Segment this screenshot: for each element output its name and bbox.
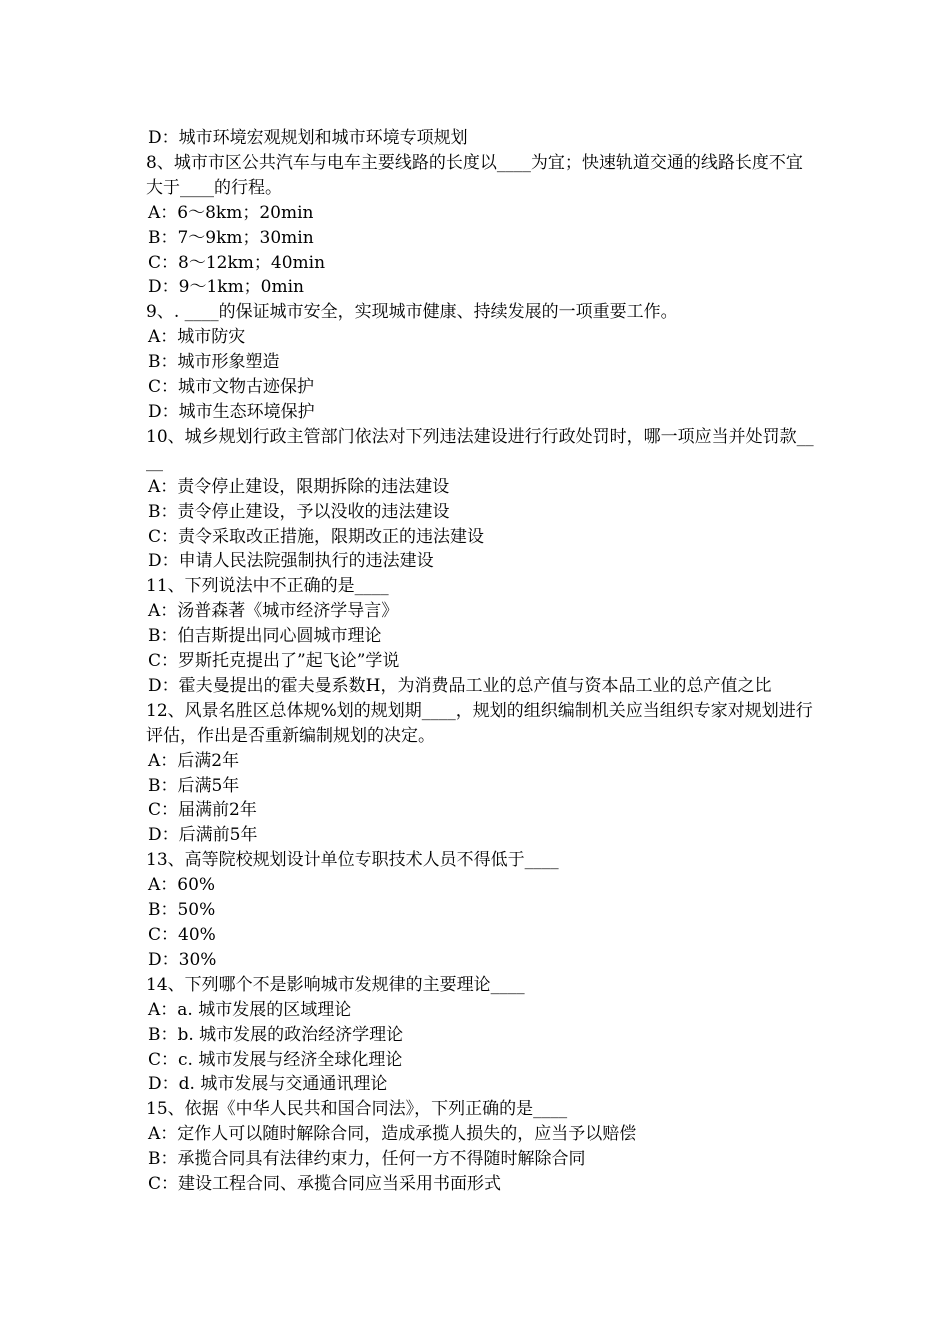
answer-option: B：伯吉斯提出同心圆城市理论	[148, 626, 382, 647]
question-text: 12、风景名胜区总体规%划的规划期____，规划的组织编制机关应当组织专家对规划进行评估，作出是否重新编制规划的决定。	[146, 700, 813, 746]
answer-option: D：城市环境宏观规划和城市环境专项规划	[148, 128, 468, 148]
answer-option: A：责令停止建设，限期拆除的违法建设	[148, 476, 450, 497]
answer-option: A：汤普森著《城市经济学导言》	[148, 601, 399, 622]
answer-option: A：a. 城市发展的区域理论	[148, 999, 352, 1020]
question-text: 11、下列说法中不正确的是____	[146, 576, 389, 597]
answer-option: C：40%	[148, 925, 216, 945]
answer-option: D：d. 城市发展与交通通讯理论	[148, 1074, 388, 1095]
answer-option: D：城市生态环境保护	[148, 401, 315, 422]
question-text: 14、下列哪个不是影响城市发规律的主要理论____	[146, 974, 525, 995]
answer-option: B：后满5年	[148, 775, 240, 796]
answer-option: A：城市防灾	[148, 327, 246, 348]
answer-option: B：承揽合同具有法律约束力，任何一方不得随时解除合同	[148, 1149, 586, 1170]
question-text: 8、城市市区公共汽车与电车主要线路的长度以____为宜；快速轨道交通的线路长度不宜大于____的行程。	[146, 152, 803, 198]
question-text: 13、高等院校规划设计单位专职技术人员不得低于____	[146, 850, 559, 871]
answer-option: C：c. 城市发展与经济全球化理论	[148, 1049, 403, 1070]
question-list	[146, 126, 816, 1197]
answer-option: D：霍夫曼提出的霍夫曼系数H，为消费品工业的总产值与资本品工业的总产值之比	[148, 675, 772, 696]
answer-option: D：30%	[148, 949, 217, 970]
answer-option: C：罗斯托克提出了”起飞论”学说	[148, 651, 400, 672]
answer-option: B：7～9km；30min	[148, 227, 314, 248]
answer-option: C：建设工程合同、承揽合同应当采用书面形式	[148, 1174, 502, 1195]
answer-option: B：50%	[148, 900, 216, 921]
answer-option: A：6～8km；20min	[148, 202, 314, 223]
question-text: 10、城乡规划行政主管部门依法对下列违法建设进行行政处罚时，哪一项应当并处罚款____	[146, 426, 814, 472]
answer-option: B：城市形象塑造	[148, 352, 280, 373]
answer-option: D：9～1km；0min	[148, 277, 305, 298]
answer-option: A：60%	[148, 875, 216, 896]
answer-option: A：定作人可以随时解除合同，造成承揽人损失的，应当予以赔偿	[148, 1124, 637, 1145]
answer-option: D：申请人民法院强制执行的违法建设	[148, 551, 434, 572]
answer-option: D：后满前5年	[148, 825, 258, 846]
answer-option: B：b. 城市发展的政治经济学理论	[148, 1024, 404, 1045]
answer-option: C：届满前2年	[148, 800, 257, 821]
answer-option: A：后满2年	[148, 750, 240, 771]
answer-option: C：城市文物古迹保护	[148, 377, 315, 398]
question-text: 15、依据《中华人民共和国合同法》，下列正确的是____	[146, 1099, 568, 1120]
answer-option: C：责令采取改正措施，限期改正的违法建设	[148, 526, 485, 547]
answer-option: C：8～12km；40min	[148, 252, 326, 273]
answer-option: B：责令停止建设，予以没收的违法建设	[148, 501, 450, 522]
question-text: 9、. ____的保证城市安全，实现城市健康、持续发展的一项重要工作。	[146, 302, 678, 323]
